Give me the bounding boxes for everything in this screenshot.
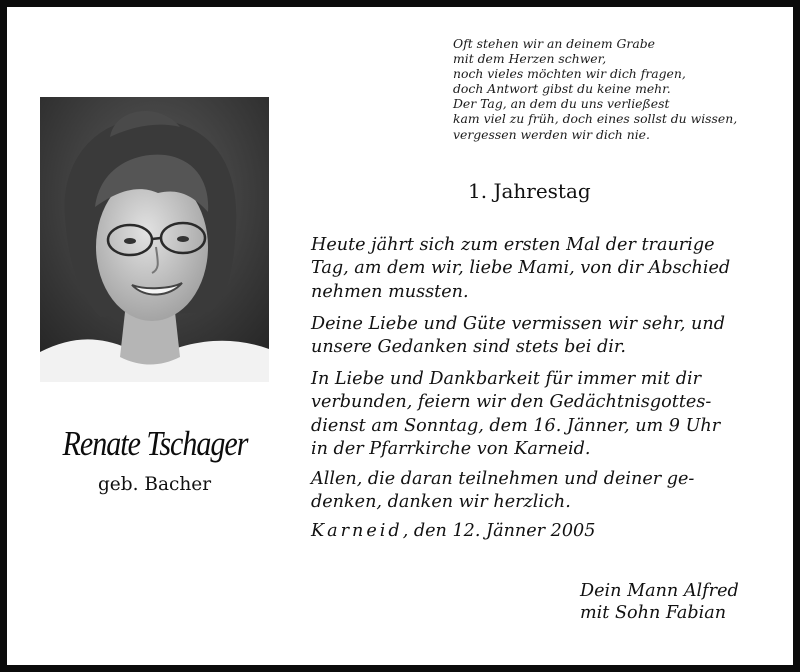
paragraph-line: in der Pfarrkirche von Karneid.	[311, 439, 591, 460]
paragraph-line: Heute jährt sich zum ersten Mal der traurige	[311, 235, 715, 255]
poem-line: noch vieles möchten wir dich fragen,	[453, 66, 686, 82]
dateline-place: Karneid	[311, 521, 403, 541]
paragraph-line: Tag, am dem wir, liebe Mami, von dir Abschied	[311, 258, 731, 279]
paragraph	[311, 234, 771, 304]
signature-line: mit Sohn Fabian	[580, 603, 727, 623]
signature-line: Dein Mann Alfred	[580, 581, 739, 601]
paragraph	[311, 368, 771, 462]
paragraph	[311, 313, 771, 360]
signature	[580, 580, 739, 624]
paragraph-line: Allen, die daran teilnehmen und deiner ge-	[311, 469, 695, 489]
dateline-date: , den 12. Jänner 2005	[402, 521, 596, 541]
poem-line: mit dem Herzen schwer,	[453, 51, 607, 67]
poem-line: kam viel zu früh, doch eines sollst du wissen,	[453, 111, 738, 127]
poem-line: vergessen werden wir dich nie.	[453, 126, 650, 142]
poem-line: Der Tag, an dem du uns verließest	[453, 96, 670, 112]
paragraph-line: In Liebe und Dankbarkeit für immer mit dir	[311, 369, 702, 389]
paragraph	[311, 468, 771, 515]
paragraph-line: nehmen mussten.	[311, 281, 469, 302]
paragraph-line: unsere Gedanken sind stets bei dir.	[311, 337, 626, 358]
paragraph-line: denken, danken wir herzlich.	[311, 492, 571, 513]
dateline	[311, 521, 595, 541]
paragraph-line: verbunden, feiern wir den Gedächtnisgottes-	[311, 392, 712, 413]
portrait-photo	[40, 97, 269, 382]
paragraph-line: dienst am Sonntag, dem 16. Jänner, um 9 Uhr	[311, 415, 721, 436]
deceased-name: Renate Tschager	[62, 424, 248, 463]
anniversary-title: 1. Jahrestag	[468, 179, 591, 203]
poem-line: Oft stehen wir an deinem Grabe	[453, 36, 656, 51]
memorial-poem	[453, 36, 783, 142]
maiden-name: geb. Bacher	[97, 474, 212, 495]
paragraph-line: Deine Liebe und Güte vermissen wir sehr, und	[311, 314, 725, 334]
poem-line: doch Antwort gibst du keine mehr.	[453, 81, 671, 97]
